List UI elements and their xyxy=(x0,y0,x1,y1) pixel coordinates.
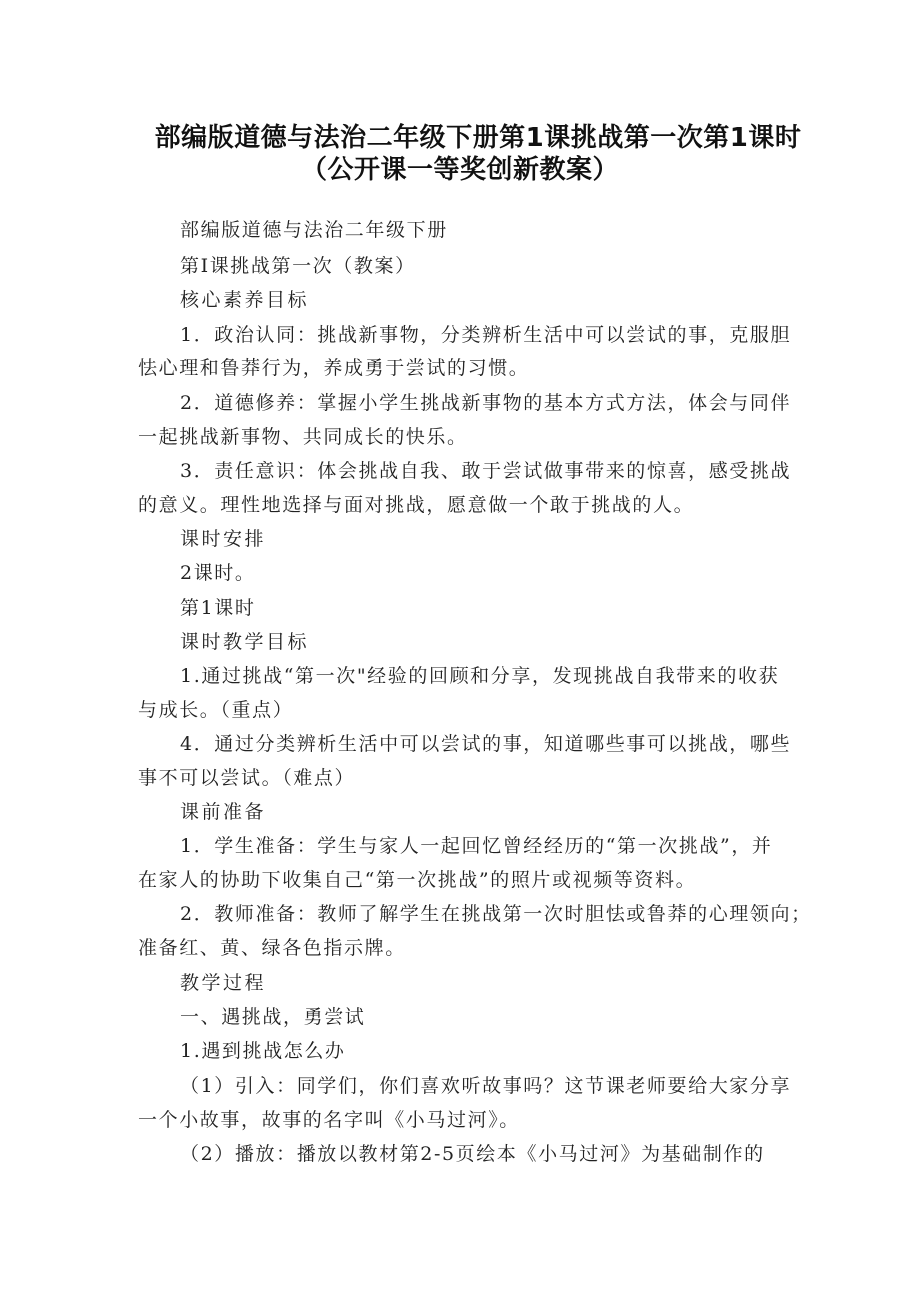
paragraph-line: 2．教师准备：教师了解学生在挑战第一次时胆怯或鲁莽的心理领向； xyxy=(180,903,812,925)
paragraph-line: 在家人的协助下收集自己“第一次挑战”的照片或视频等资料。 xyxy=(138,869,697,891)
paragraph-line: 怯心理和鲁莽行为，养成勇于尝试的习惯。 xyxy=(138,357,530,379)
document-title-line-2: （公开课一等奖创新教案） xyxy=(300,155,619,185)
section-heading-core-goals: 核心素养目标 xyxy=(180,289,310,311)
section-heading-preparation: 课前准备 xyxy=(180,801,267,823)
paragraph-line: 1.通过挑战“第一次"经验的回顾和分享，发现挑战自我带来的收获 xyxy=(180,665,780,687)
paragraph-line: 2．道德修养：掌握小学生挑战新事物的基本方式方法，体会与同伴 xyxy=(180,392,792,414)
section-heading-step-one: 一、遇挑战，勇尝试 xyxy=(180,1006,366,1028)
paragraph-line: 2课时。 xyxy=(180,562,256,584)
document-title-line-1: 部编版道德与法治二年级下册第1课挑战第一次第1课时 xyxy=(154,123,802,153)
subject-line: 部编版道德与法治二年级下册 xyxy=(180,219,448,241)
paragraph-line: 一个小故事，故事的名字叫《小马过河》。 xyxy=(138,1109,520,1131)
subsection-heading: 1.遇到挑战怎么办 xyxy=(180,1040,346,1062)
section-heading-process: 教学过程 xyxy=(180,972,267,994)
paragraph-line: 1．政治认同：挑战新事物，分类辨析生活中可以尝试的事，克服胆 xyxy=(180,324,792,346)
paragraph-line: （2）播放：播放以教材第2-5页绘本《小马过河》为基础制作的 xyxy=(180,1143,765,1165)
paragraph-line: 1．学生准备：学生与家人一起回忆曾经经历的“第一次挑战”，并 xyxy=(180,835,773,857)
section-heading-schedule: 课时安排 xyxy=(180,528,267,550)
paragraph-line: 的意义。理性地选择与面对挑战，愿意做一个敢于挑战的人。 xyxy=(138,494,695,516)
paragraph-line: 准备红、黄、绿各色指示牌。 xyxy=(138,937,406,959)
paragraph-line: 一起挑战新事物、共同成长的快乐。 xyxy=(138,426,468,448)
paragraph-line: 4．通过分类辨析生活中可以尝试的事，知道哪些事可以挑战，哪些 xyxy=(180,733,792,755)
paragraph-line: （1）引入：同学们，你们喜欢听故事吗？这节课老师要给大家分享 xyxy=(180,1075,792,1097)
paragraph-line: 与成长。（重点） xyxy=(138,699,294,721)
paragraph-line: 3．责任意识：体会挑战自我、敢于尝试做事带来的惊喜，感受挑战 xyxy=(180,460,792,482)
section-heading-first-period: 第1课时 xyxy=(180,597,256,619)
paragraph-line: 事不可以尝试。（难点） xyxy=(138,767,356,789)
section-heading-period-goals: 课时教学目标 xyxy=(180,631,310,653)
lesson-line: 第I课挑战第一次（教案） xyxy=(180,255,416,277)
